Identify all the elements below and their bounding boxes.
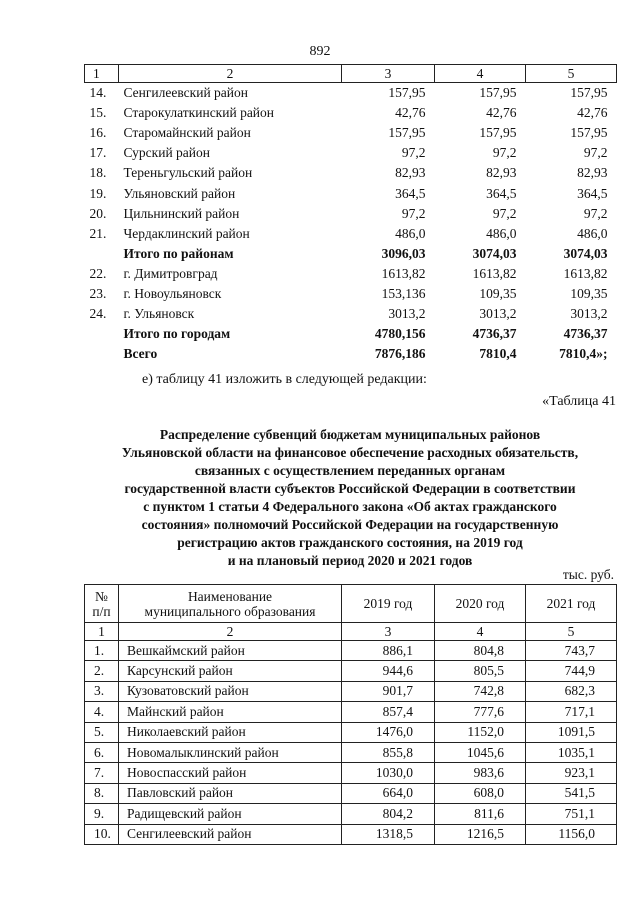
municipality-name: Новомалыклинский район: [119, 742, 342, 762]
table-row: [85, 681, 617, 701]
value-2020: 157,95: [479, 85, 517, 101]
value-2021: 157,95: [570, 85, 608, 101]
row-number: 22.: [89, 265, 107, 281]
value-2020: 97,2: [492, 145, 517, 161]
value-2019: 157,95: [388, 125, 426, 141]
value-2021: 682,3: [526, 681, 617, 701]
column-number-3: 3: [342, 623, 435, 641]
municipality-name: г. Новоульяновск: [123, 285, 222, 301]
value-2021: 1091,5: [526, 722, 617, 742]
title-line: связанных с осуществлением переданных органам: [194, 463, 506, 478]
value-2020: 1152,0: [435, 722, 526, 742]
row-number: 1.: [85, 641, 119, 661]
table-row: [85, 284, 617, 304]
table-row: [85, 183, 617, 203]
column-number-2: 2: [119, 65, 342, 83]
value-2019: 944,6: [342, 661, 435, 681]
title-line: состояния» полномочий Российской Федерации на государственную: [141, 517, 559, 532]
value-2021: 82,93: [577, 165, 608, 181]
value-2021: 3074,03: [563, 245, 608, 261]
value-2021: 97,2: [583, 205, 608, 221]
row-number: 14.: [89, 85, 107, 101]
value-2019: 857,4: [342, 702, 435, 722]
value-2020: 1216,5: [435, 824, 526, 844]
value-2021: 3013,2: [570, 306, 608, 322]
value-2019: 1318,5: [342, 824, 435, 844]
row-number: [85, 324, 119, 344]
municipality-name: Майнский район: [119, 702, 342, 722]
column-number-2: 2: [119, 623, 342, 641]
municipality-name: г. Димитровград: [123, 265, 218, 281]
table-row: [85, 224, 617, 244]
table-header-row: [85, 65, 617, 83]
header-number: № п/п: [85, 585, 119, 623]
value-2020: 4736,37: [472, 326, 517, 342]
table-title: [84, 426, 616, 570]
municipality-name: Карсунский район: [119, 661, 342, 681]
value-2019: 486,0: [395, 225, 426, 241]
value-2019: 664,0: [342, 783, 435, 803]
municipality-name: Сенгилеевский район: [119, 824, 342, 844]
table-row: [85, 103, 617, 123]
value-2019: 82,93: [395, 165, 426, 181]
title-line: Ульяновской области на финансовое обеспечение расходных обязательств,: [121, 445, 579, 460]
value-2021: 717,1: [526, 702, 617, 722]
value-2021: 1613,82: [563, 265, 608, 281]
row-number: 15.: [89, 105, 107, 121]
value-2020: 983,6: [435, 763, 526, 783]
table-row: [85, 641, 617, 661]
municipality-name: Николаевский район: [119, 722, 342, 742]
header-2019: 2019 год: [342, 585, 435, 623]
column-number-1: 1: [85, 623, 119, 641]
column-number-5: 5: [526, 65, 617, 83]
table-row: [85, 783, 617, 803]
table-41: [84, 584, 617, 845]
table-row: [85, 763, 617, 783]
value-2020: 157,95: [479, 125, 517, 141]
value-2019: 4780,156: [374, 326, 426, 342]
value-2019: 886,1: [342, 641, 435, 661]
row-number: 4.: [85, 702, 119, 722]
title-line: Распределение субвенций бюджетам муниципальных районов: [159, 427, 541, 442]
units-label: тыс. руб.: [562, 567, 614, 582]
table-row: [85, 143, 617, 163]
table-row: [85, 83, 617, 104]
value-2019: 157,95: [388, 85, 426, 101]
row-number: 2.: [85, 661, 119, 681]
table-row: [85, 661, 617, 681]
column-number-3: 3: [342, 65, 435, 83]
value-2019: 855,8: [342, 742, 435, 762]
value-2019: 1476,0: [342, 722, 435, 742]
value-2020: 804,8: [435, 641, 526, 661]
table-row: [85, 204, 617, 224]
municipality-name: Вешкаймский район: [119, 641, 342, 661]
row-number: 7.: [85, 763, 119, 783]
value-2019: 3013,2: [388, 306, 426, 322]
value-2019: 364,5: [395, 185, 426, 201]
value-2021: 364,5: [577, 185, 608, 201]
value-2021: 541,5: [526, 783, 617, 803]
municipality-name: Старомайнский район: [123, 125, 251, 141]
municipality-name: Итого по районам: [123, 245, 234, 261]
value-2020: 1613,82: [472, 265, 517, 281]
value-2020: 7810,4: [479, 346, 517, 362]
value-2019: 42,76: [395, 105, 426, 121]
table-row: [85, 824, 617, 844]
value-2021: 4736,37: [563, 326, 608, 342]
table-header-row: [85, 585, 617, 623]
table-row: [85, 742, 617, 762]
table-row: [85, 123, 617, 143]
table-row: [85, 163, 617, 183]
value-2020: 608,0: [435, 783, 526, 803]
title-line: и на плановый период 2020 и 2021 годов: [227, 553, 473, 568]
row-number: 10.: [85, 824, 119, 844]
value-2020: 109,35: [479, 285, 517, 301]
table-40-continuation: [84, 64, 617, 364]
value-2019: 804,2: [342, 804, 435, 824]
column-number-1: 1: [85, 65, 119, 83]
header-2021: 2021 год: [526, 585, 617, 623]
title-line: регистрацию актов гражданского состояния, на 2019 год: [177, 535, 523, 550]
row-number: 9.: [85, 804, 119, 824]
page-number: 892: [309, 44, 331, 59]
value-2021: 109,35: [570, 285, 608, 301]
value-2019: 97,2: [401, 205, 426, 221]
row-number: 18.: [89, 165, 107, 181]
value-2021: 42,76: [577, 105, 608, 121]
municipality-name: Всего: [123, 346, 158, 362]
municipality-name: Старокулаткинский район: [123, 105, 275, 121]
title-line: с пунктом 1 статьи 4 Федерального закона «Об актах гражданского: [143, 499, 557, 514]
municipality-name: Сурский район: [123, 145, 210, 161]
row-number: 19.: [89, 185, 107, 201]
table-row: [85, 324, 617, 344]
row-number: [85, 244, 119, 264]
value-2020: 486,0: [486, 225, 517, 241]
municipality-name: Итого по городам: [123, 326, 231, 342]
value-2019: 901,7: [342, 681, 435, 701]
municipality-name: Тереньгульский район: [123, 165, 253, 181]
value-2020: 811,6: [435, 804, 526, 824]
value-2021: 1156,0: [526, 824, 617, 844]
value-2020: 1045,6: [435, 742, 526, 762]
column-number-5: 5: [526, 623, 617, 641]
municipality-name: Чердаклинский район: [123, 225, 250, 241]
table-reference: «Таблица 41: [542, 394, 616, 409]
row-number: 3.: [85, 681, 119, 701]
table-row: [85, 804, 617, 824]
municipality-name: Павловский район: [119, 783, 342, 803]
row-number: 6.: [85, 742, 119, 762]
row-number: [85, 344, 119, 364]
row-number: 20.: [89, 205, 107, 221]
municipality-name: Цильнинский район: [123, 205, 240, 221]
row-number: 23.: [89, 285, 107, 301]
value-2019: 153,136: [381, 285, 426, 301]
value-2020: 3013,2: [479, 306, 517, 322]
value-2020: 805,5: [435, 661, 526, 681]
row-number: 21.: [89, 225, 107, 241]
title-line: государственной власти субъектов Российской Федерации в соответствии: [124, 481, 576, 496]
header-municipality: Наименование муниципального образования: [119, 585, 342, 623]
column-number-4: 4: [435, 65, 526, 83]
value-2019: 1030,0: [342, 763, 435, 783]
table-row: [85, 264, 617, 284]
column-numbers-row: [85, 623, 617, 641]
value-2019: 97,2: [401, 145, 426, 161]
value-2021: 157,95: [570, 125, 608, 141]
table-row: [85, 722, 617, 742]
value-2021: 744,9: [526, 661, 617, 681]
value-2021: 486,0: [577, 225, 608, 241]
value-2021: 751,1: [526, 804, 617, 824]
value-2020: 742,8: [435, 681, 526, 701]
row-number: 8.: [85, 783, 119, 803]
amendment-instruction: е) таблицу 41 изложить в следующей редакции:: [142, 372, 427, 387]
value-2021: 97,2: [583, 145, 608, 161]
value-2019: 1613,82: [381, 265, 426, 281]
table-row: [85, 702, 617, 722]
municipality-name: Новоспасский район: [119, 763, 342, 783]
value-2020: 3074,03: [472, 245, 517, 261]
value-2020: 777,6: [435, 702, 526, 722]
value-2020: 364,5: [486, 185, 517, 201]
row-number: 5.: [85, 722, 119, 742]
value-2019: 3096,03: [381, 245, 426, 261]
municipality-name: Ульяновский район: [123, 185, 236, 201]
value-2020: 82,93: [486, 165, 517, 181]
table-row: [85, 344, 617, 364]
value-2021: 7810,4»;: [559, 346, 608, 362]
row-number: 17.: [89, 145, 107, 161]
column-number-4: 4: [435, 623, 526, 641]
value-2021: 1035,1: [526, 742, 617, 762]
value-2019: 7876,186: [374, 346, 426, 362]
municipality-name: Кузоватовский район: [119, 681, 342, 701]
value-2020: 42,76: [486, 105, 517, 121]
municipality-name: Радищевский район: [119, 804, 342, 824]
value-2021: 743,7: [526, 641, 617, 661]
municipality-name: Сенгилеевский район: [123, 85, 248, 101]
header-2020: 2020 год: [435, 585, 526, 623]
value-2020: 97,2: [492, 205, 517, 221]
table-row: [85, 304, 617, 324]
row-number: 24.: [89, 306, 107, 322]
municipality-name: г. Ульяновск: [123, 306, 195, 322]
value-2021: 923,1: [526, 763, 617, 783]
row-number: 16.: [89, 125, 107, 141]
table-row: [85, 244, 617, 264]
